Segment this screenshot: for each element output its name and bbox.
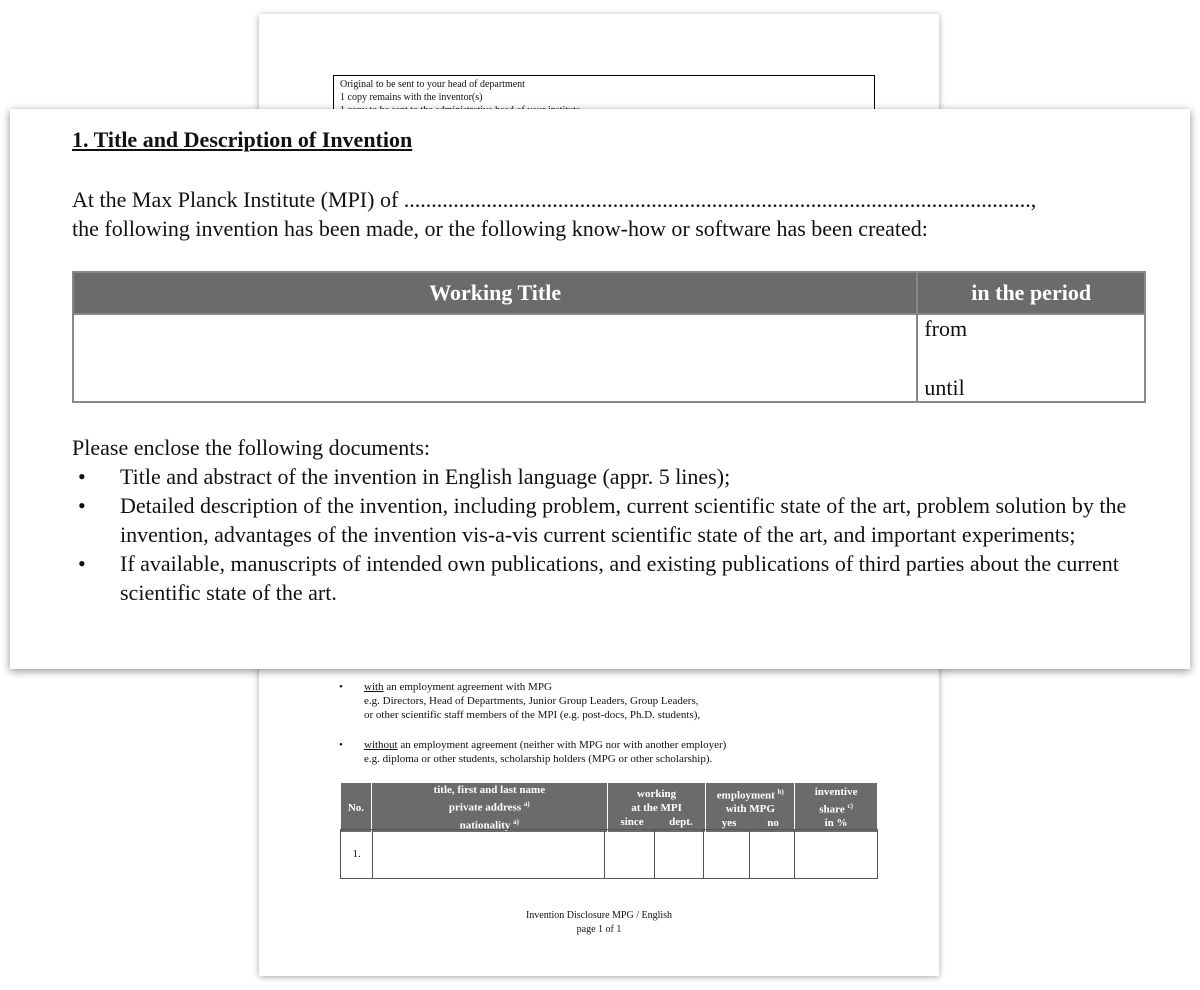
col-header-period: in the period bbox=[917, 272, 1145, 314]
subheader-since: since bbox=[620, 815, 644, 828]
header-line: at the MPI bbox=[631, 801, 682, 814]
col-header-share bbox=[795, 783, 878, 833]
yes-cell[interactable] bbox=[704, 830, 750, 879]
documents-intro: Please enclose the following documents: bbox=[72, 435, 431, 460]
col-header-working-title: Working Title bbox=[73, 272, 917, 314]
item-detail: e.g. Directors, Head of Departments, Junior Group Leaders, Group Leaders, bbox=[364, 695, 699, 707]
document-item-text: Title and abstract of the invention in English language (appr. 5 lines); bbox=[120, 464, 731, 489]
col-header-no: No. bbox=[341, 783, 372, 833]
period-cell[interactable] bbox=[917, 314, 1145, 402]
header-line: working bbox=[637, 787, 677, 800]
dept-cell[interactable] bbox=[654, 830, 704, 879]
footnote-mark: c) bbox=[847, 801, 853, 810]
employment-list bbox=[339, 680, 899, 782]
list-item bbox=[72, 462, 1162, 491]
list-item bbox=[339, 680, 899, 722]
page-footer bbox=[259, 909, 939, 937]
footer-page-number: page 1 of 1 bbox=[576, 924, 622, 935]
footnote-mark: a) bbox=[513, 817, 519, 826]
col-header-employment bbox=[706, 783, 795, 833]
header-line: share bbox=[819, 803, 845, 816]
table-row bbox=[341, 830, 878, 879]
footnote-mark: a) bbox=[523, 800, 530, 808]
header-line: nationality bbox=[459, 819, 511, 832]
bullet-icon: • bbox=[339, 739, 343, 751]
row-number-cell: 1. bbox=[341, 830, 373, 879]
working-title-table bbox=[72, 271, 1146, 403]
item-detail: or other scientific staff members of the MPI (e.g. post-docs, Ph.D. students), bbox=[364, 709, 701, 721]
document-item-text: If available, manuscripts of intended own publications, and existing publications of third parties about the current scientific state of the art. bbox=[120, 551, 1119, 605]
item-detail: e.g. diploma or other students, scholarship holders (MPG or other scholarship). bbox=[364, 753, 713, 765]
header-line: in % bbox=[824, 817, 848, 830]
bullet-icon: • bbox=[339, 681, 343, 693]
header-line: private address bbox=[448, 801, 522, 814]
notice-line: 1 copy remains with the inventor(s) bbox=[340, 92, 483, 103]
working-title-field[interactable] bbox=[73, 314, 917, 402]
documents-section bbox=[72, 433, 1162, 607]
share-cell[interactable] bbox=[795, 830, 878, 879]
item-text: an employment agreement (neither with MPG nor with another employer) bbox=[397, 739, 727, 751]
emphasis-with: with bbox=[364, 681, 384, 693]
bullet-icon: • bbox=[78, 464, 86, 489]
list-item bbox=[72, 549, 1162, 607]
table-row bbox=[73, 314, 1145, 402]
emphasis-without: without bbox=[364, 739, 398, 751]
col-header-working bbox=[607, 783, 706, 833]
header-line: inventive bbox=[814, 785, 858, 798]
header-line: employment bbox=[716, 789, 775, 802]
section-title: 1. Title and Description of Invention bbox=[72, 127, 413, 152]
header-line: title, first and last name bbox=[433, 784, 546, 796]
intro-text bbox=[72, 185, 1162, 243]
intro-line: the following invention has been made, or the following know-how or software has been created: bbox=[72, 216, 928, 241]
until-label: until bbox=[924, 375, 965, 400]
name-cell[interactable] bbox=[373, 830, 605, 879]
subheader-dept: dept. bbox=[669, 815, 693, 828]
bullet-icon: • bbox=[78, 551, 86, 576]
from-label: from bbox=[924, 316, 968, 341]
intro-line: At the Max Planck Institute (MPI) of .................................................................................................................., bbox=[72, 187, 1037, 212]
list-item bbox=[339, 738, 899, 766]
list-item bbox=[72, 491, 1162, 549]
documents-list bbox=[72, 462, 1162, 607]
item-text: an employment agreement with MPG bbox=[383, 681, 552, 693]
col-header-name bbox=[371, 783, 607, 833]
header-line: with MPG bbox=[725, 803, 775, 816]
subheader-yes: yes bbox=[721, 817, 737, 830]
notice-line: Original to be sent to your head of department bbox=[340, 79, 525, 90]
inventor-table bbox=[340, 782, 878, 833]
subheader-no: no bbox=[767, 817, 779, 830]
bullet-icon: • bbox=[78, 493, 86, 518]
no-cell[interactable] bbox=[749, 830, 795, 879]
zoomed-section-panel bbox=[10, 109, 1190, 669]
inventor-table-body bbox=[340, 829, 878, 879]
footnote-mark: b) bbox=[777, 787, 784, 796]
footer-title: Invention Disclosure MPG / English bbox=[525, 910, 673, 921]
since-cell[interactable] bbox=[605, 830, 655, 879]
document-item-text: Detailed description of the invention, including problem, current scientific state of the art, problem solution by the invention, advantages of the invention vis-a-vis current scientific state of the art, and important experiments; bbox=[120, 493, 1127, 547]
